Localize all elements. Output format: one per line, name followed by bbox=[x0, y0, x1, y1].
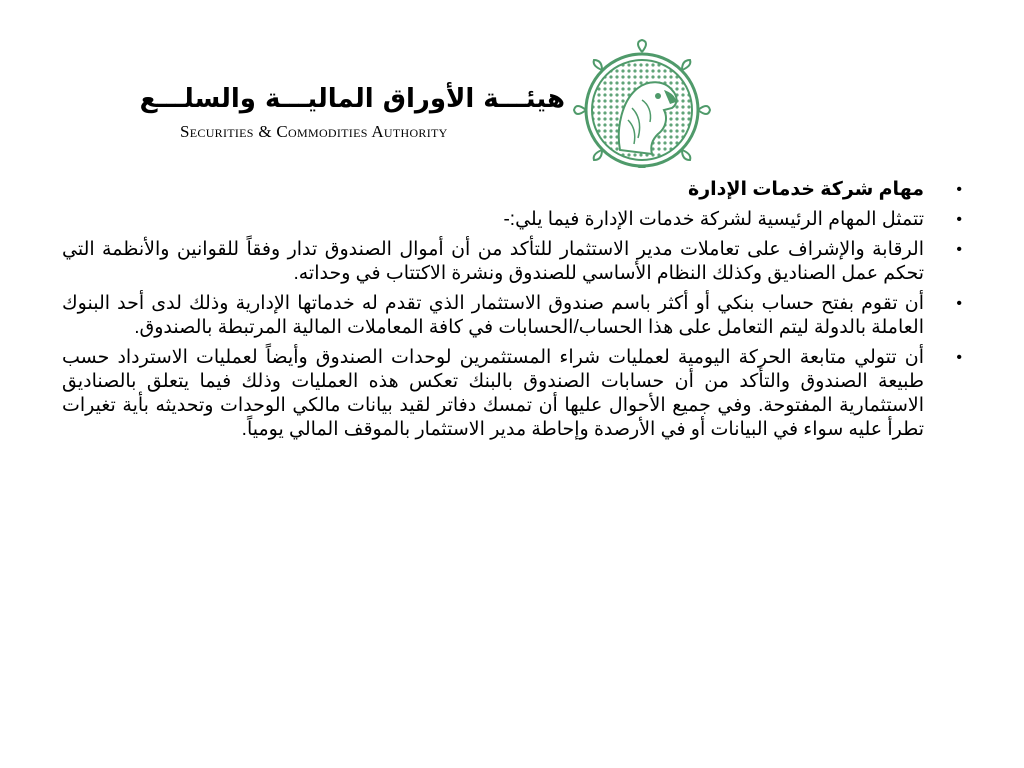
list-item bbox=[62, 178, 962, 202]
list-item-text: أن تقوم بفتح حساب بنكي أو أكثر باسم صندوق الاستثمار الذي تقدم له خدماتها الإدارية وذلك لدى أحد البنوك العاملة بالدولة ليتم التعامل على هذا الحساب/الحسابات في كافة المعاملات المالية المرتبطة بالصندوق. bbox=[62, 293, 924, 338]
list-item bbox=[62, 238, 962, 286]
list-item-text: الرقابة والإشراف على تعاملات مدير الاستثمار للتأكد من أن أموال الصندوق تدار وفقاً للقوانين والأنظمة التي تحكم عمل الصناديق وكذلك النظام الأساسي للصندوق ونشرة الاكتتاب في وحداته. bbox=[62, 239, 924, 284]
bullet-icon: • bbox=[956, 295, 962, 312]
list-item-text: أن تتولي متابعة الحركة اليومية لعمليات شراء المستثمرين لوحدات الصندوق وأيضاً لعمليات الاسترداد حسب طبيعة الصندوق والتأكد من أن حسابات الصندوق بالبنك تعكس هذه العمليات وذلك فيما يتعلق بالصناديق الاستثمارية المفتوحة. وفي جميع الأحوال عليها أن تمسك دفاتر لقيد بيانات مالكي الوحدات وتحديثه بأية تغيرات تطرأ عليه سواء في البيانات أو في الأرصدة وإحاطة مدير الاستثمار بالموقف المالي يومياً. bbox=[62, 347, 924, 440]
list-item bbox=[62, 292, 962, 340]
bullet-list bbox=[62, 178, 962, 442]
authority-logo-text bbox=[139, 82, 565, 142]
list-item bbox=[62, 208, 962, 232]
slide-content bbox=[62, 178, 962, 448]
falcon-emblem-icon bbox=[572, 38, 712, 168]
list-item-text: مهام شركة خدمات الإدارة bbox=[687, 179, 924, 200]
logo-arabic-title: هيئـــة الأوراق الماليـــة والسلـــع bbox=[139, 84, 565, 114]
bullet-icon: • bbox=[956, 349, 962, 366]
slide-header bbox=[0, 0, 1024, 175]
bullet-icon: • bbox=[956, 211, 962, 228]
logo-english-title: Securities & Commodities Authority bbox=[180, 122, 448, 141]
list-item-text: تتمثل المهام الرئيسية لشركة خدمات الإدارة فيما يلي:- bbox=[503, 209, 924, 230]
list-item bbox=[62, 346, 962, 442]
bullet-icon: • bbox=[956, 181, 962, 198]
bullet-icon: • bbox=[956, 241, 962, 258]
